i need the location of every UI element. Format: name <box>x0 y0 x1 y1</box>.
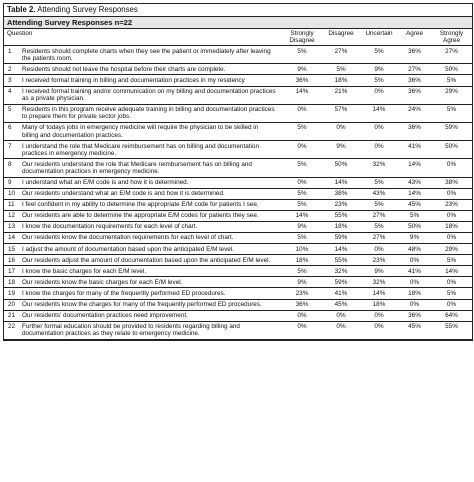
cell-disagree: 59% <box>322 277 360 288</box>
cell-uncertain: 27% <box>360 232 398 243</box>
question-number: 10 <box>4 188 20 199</box>
cell-agree: 43% <box>398 177 431 188</box>
cell-strongly-agree: 0% <box>431 277 472 288</box>
cell-disagree: 21% <box>322 86 360 104</box>
question-number: 7 <box>4 141 20 159</box>
cell-agree: 36% <box>398 46 431 64</box>
cell-strongly-agree: 0% <box>431 232 472 243</box>
cell-uncertain: 32% <box>360 277 398 288</box>
table-row <box>4 310 472 321</box>
cell-uncertain: 0% <box>360 122 398 140</box>
column-header-disagree: Disagree <box>322 29 360 46</box>
column-header-strongly-disagree: Strongly Disagree <box>282 29 322 46</box>
cell-uncertain: 27% <box>360 210 398 221</box>
cell-agree: 0% <box>398 255 431 266</box>
cell-strongly-agree: 5% <box>431 288 472 299</box>
cell-strongly-agree: 14% <box>431 266 472 277</box>
question-number: 8 <box>4 159 20 177</box>
cell-agree: 45% <box>398 199 431 210</box>
cell-strongly-disagree: 5% <box>282 122 322 140</box>
survey-table <box>4 29 472 340</box>
question-text: I received formal training and/or communication on my billing and documentation practices as a private physician. <box>20 86 282 104</box>
cell-agree: 45% <box>398 321 431 339</box>
cell-strongly-agree: 29% <box>431 244 472 255</box>
cell-disagree: 27% <box>322 46 360 64</box>
table-row <box>4 188 472 199</box>
cell-uncertain: 5% <box>360 199 398 210</box>
table-row <box>4 86 472 104</box>
column-header-uncertain: Uncertain <box>360 29 398 46</box>
cell-agree: 36% <box>398 75 431 86</box>
cell-strongly-disagree: 5% <box>282 199 322 210</box>
question-number: 3 <box>4 75 20 86</box>
table-subheader: Attending Survey Responses n=22 <box>4 17 472 29</box>
cell-uncertain: 0% <box>360 310 398 321</box>
table-row <box>4 266 472 277</box>
cell-agree: 0% <box>398 299 431 310</box>
cell-uncertain: 5% <box>360 46 398 64</box>
cell-uncertain: 0% <box>360 141 398 159</box>
cell-strongly-disagree: 5% <box>282 46 322 64</box>
cell-uncertain: 14% <box>360 288 398 299</box>
cell-disagree: 18% <box>322 221 360 232</box>
question-text: I understand the role that Medicare reimbursement has on billing and documentation practices in emergency medicine. <box>20 141 282 159</box>
cell-disagree: 41% <box>322 288 360 299</box>
cell-disagree: 38% <box>322 188 360 199</box>
cell-uncertain: 5% <box>360 177 398 188</box>
cell-agree: 14% <box>398 188 431 199</box>
column-header-strongly-agree: Strongly Agree <box>431 29 472 46</box>
question-number: 6 <box>4 122 20 140</box>
cell-agree: 14% <box>398 159 431 177</box>
cell-strongly-disagree: 10% <box>282 244 322 255</box>
question-text: Many of todays jobs in emergency medicine will require the physician to be skilled in billing and documentation practices. <box>20 122 282 140</box>
cell-strongly-agree: 27% <box>431 46 472 64</box>
question-text: Our residents know the charges for many of the frequently performed ED procedures. <box>20 299 282 310</box>
cell-disagree: 5% <box>322 64 360 75</box>
table-row <box>4 159 472 177</box>
cell-strongly-agree: 5% <box>431 75 472 86</box>
cell-strongly-disagree: 9% <box>282 277 322 288</box>
question-text: Our residents adjust the amount of documentation based upon the anticipated E/M level. <box>20 255 282 266</box>
question-number: 14 <box>4 232 20 243</box>
cell-disagree: 55% <box>322 210 360 221</box>
cell-strongly-agree: 0% <box>431 159 472 177</box>
question-text: I understand what an E/M code is and how it is determined. <box>20 177 282 188</box>
cell-strongly-disagree: 5% <box>282 188 322 199</box>
cell-agree: 36% <box>398 86 431 104</box>
question-number: 22 <box>4 321 20 339</box>
table-body <box>4 46 472 340</box>
table-row <box>4 321 472 339</box>
cell-agree: 36% <box>398 310 431 321</box>
table-row <box>4 255 472 266</box>
question-text: I know the charges for many of the frequently performed ED procedures. <box>20 288 282 299</box>
table-row <box>4 299 472 310</box>
table-row <box>4 122 472 140</box>
cell-uncertain: 9% <box>360 266 398 277</box>
cell-uncertain: 5% <box>360 221 398 232</box>
cell-strongly-agree: 0% <box>431 188 472 199</box>
cell-strongly-agree: 50% <box>431 141 472 159</box>
cell-agree: 36% <box>398 122 431 140</box>
cell-strongly-disagree: 0% <box>282 104 322 122</box>
cell-uncertain: 14% <box>360 104 398 122</box>
cell-uncertain: 9% <box>360 64 398 75</box>
cell-agree: 0% <box>398 277 431 288</box>
cell-strongly-agree: 55% <box>431 321 472 339</box>
question-text: I know the documentation requirements for each level of chart. <box>20 221 282 232</box>
cell-agree: 9% <box>398 232 431 243</box>
cell-uncertain: 23% <box>360 255 398 266</box>
cell-strongly-agree: 50% <box>431 64 472 75</box>
question-text: Our residents understand what an E/M code is and how it is determined. <box>20 188 282 199</box>
question-number: 13 <box>4 221 20 232</box>
cell-strongly-disagree: 0% <box>282 141 322 159</box>
cell-uncertain: 32% <box>360 159 398 177</box>
caption-label: Table 2. <box>7 5 36 14</box>
question-number: 2 <box>4 64 20 75</box>
cell-strongly-disagree: 23% <box>282 288 322 299</box>
cell-strongly-agree: 0% <box>431 299 472 310</box>
cell-agree: 48% <box>398 244 431 255</box>
table-row <box>4 199 472 210</box>
question-text: I feel confident in my ability to determine the appropriate E/M code for patients I see. <box>20 199 282 210</box>
column-header-agree: Agree <box>398 29 431 46</box>
header-row <box>4 29 472 46</box>
cell-uncertain: 18% <box>360 299 398 310</box>
table-row <box>4 221 472 232</box>
caption-title: Attending Survey Responses <box>35 5 138 14</box>
cell-strongly-agree: 38% <box>431 177 472 188</box>
cell-strongly-disagree: 0% <box>282 321 322 339</box>
cell-agree: 24% <box>398 104 431 122</box>
cell-agree: 50% <box>398 221 431 232</box>
cell-disagree: 0% <box>322 310 360 321</box>
question-number: 15 <box>4 244 20 255</box>
table-row <box>4 104 472 122</box>
cell-strongly-disagree: 5% <box>282 266 322 277</box>
question-number: 16 <box>4 255 20 266</box>
cell-strongly-disagree: 14% <box>282 210 322 221</box>
cell-strongly-agree: 23% <box>431 199 472 210</box>
cell-disagree: 0% <box>322 122 360 140</box>
table-row <box>4 210 472 221</box>
cell-uncertain: 43% <box>360 188 398 199</box>
cell-disagree: 23% <box>322 199 360 210</box>
cell-strongly-agree: 59% <box>431 122 472 140</box>
table-row <box>4 288 472 299</box>
question-text: Further formal education should be provided to residents regarding billing and documentation practices as they relate to emergency medicine. <box>20 321 282 339</box>
question-text: Residents in this program receive adequate training in billing and documentation practices to prepare them for private sector jobs. <box>20 104 282 122</box>
cell-agree: 27% <box>398 64 431 75</box>
table-row <box>4 177 472 188</box>
question-number: 11 <box>4 199 20 210</box>
cell-disagree: 55% <box>322 255 360 266</box>
cell-agree: 5% <box>398 210 431 221</box>
cell-disagree: 18% <box>322 75 360 86</box>
question-text: Our residents understand the role that Medicare reimbursement has on billing and documentation practices in emergency medicine. <box>20 159 282 177</box>
question-text: I received formal training in billing and documentation practices in my residency <box>20 75 282 86</box>
question-number: 12 <box>4 210 20 221</box>
table-row <box>4 46 472 64</box>
cell-strongly-agree: 64% <box>431 310 472 321</box>
table-container <box>3 3 473 341</box>
cell-strongly-agree: 29% <box>431 86 472 104</box>
question-number: 5 <box>4 104 20 122</box>
cell-strongly-disagree: 5% <box>282 159 322 177</box>
question-number: 9 <box>4 177 20 188</box>
cell-strongly-agree: 18% <box>431 221 472 232</box>
table-row <box>4 75 472 86</box>
cell-uncertain: 0% <box>360 321 398 339</box>
question-number: 1 <box>4 46 20 64</box>
cell-strongly-disagree: 36% <box>282 299 322 310</box>
cell-strongly-disagree: 18% <box>282 255 322 266</box>
question-number: 17 <box>4 266 20 277</box>
table-caption <box>4 4 472 17</box>
cell-strongly-disagree: 0% <box>282 177 322 188</box>
question-text: Residents should not leave the hospital before their charts are complete. <box>20 64 282 75</box>
question-number: 4 <box>4 86 20 104</box>
cell-strongly-agree: 0% <box>431 210 472 221</box>
question-number: 20 <box>4 299 20 310</box>
cell-agree: 18% <box>398 288 431 299</box>
table-row <box>4 244 472 255</box>
table-row <box>4 277 472 288</box>
cell-strongly-disagree: 9% <box>282 64 322 75</box>
cell-disagree: 14% <box>322 177 360 188</box>
cell-disagree: 50% <box>322 159 360 177</box>
question-text: Our residents know the documentation requirements for each level of chart. <box>20 232 282 243</box>
cell-disagree: 14% <box>322 244 360 255</box>
question-number: 18 <box>4 277 20 288</box>
cell-strongly-agree: 5% <box>431 104 472 122</box>
question-number: 21 <box>4 310 20 321</box>
question-text: Our residents' documentation practices need improvement. <box>20 310 282 321</box>
cell-strongly-agree: 5% <box>431 255 472 266</box>
cell-agree: 41% <box>398 141 431 159</box>
cell-disagree: 9% <box>322 141 360 159</box>
cell-strongly-disagree: 9% <box>282 221 322 232</box>
question-text: Our residents are able to determine the appropriate E/M codes for patients they see. <box>20 210 282 221</box>
cell-uncertain: 5% <box>360 75 398 86</box>
question-number: 19 <box>4 288 20 299</box>
cell-agree: 41% <box>398 266 431 277</box>
table-row <box>4 232 472 243</box>
column-header-question: Question <box>4 29 282 46</box>
cell-uncertain: 0% <box>360 244 398 255</box>
cell-strongly-disagree: 5% <box>282 232 322 243</box>
cell-disagree: 0% <box>322 321 360 339</box>
table-row <box>4 64 472 75</box>
cell-strongly-disagree: 36% <box>282 75 322 86</box>
cell-disagree: 59% <box>322 232 360 243</box>
cell-strongly-disagree: 0% <box>282 310 322 321</box>
cell-disagree: 57% <box>322 104 360 122</box>
cell-uncertain: 0% <box>360 86 398 104</box>
cell-strongly-disagree: 14% <box>282 86 322 104</box>
question-text: I know the basic charges for each E/M level. <box>20 266 282 277</box>
question-text: Our residents know the basic charges for each E/M level. <box>20 277 282 288</box>
cell-disagree: 45% <box>322 299 360 310</box>
cell-disagree: 32% <box>322 266 360 277</box>
table-row <box>4 141 472 159</box>
question-text: I adjust the amount of documentation based upon the anticipated E/M level. <box>20 244 282 255</box>
question-text: Residents should complete charts when they see the patient or immediately after leaving the patients room. <box>20 46 282 64</box>
